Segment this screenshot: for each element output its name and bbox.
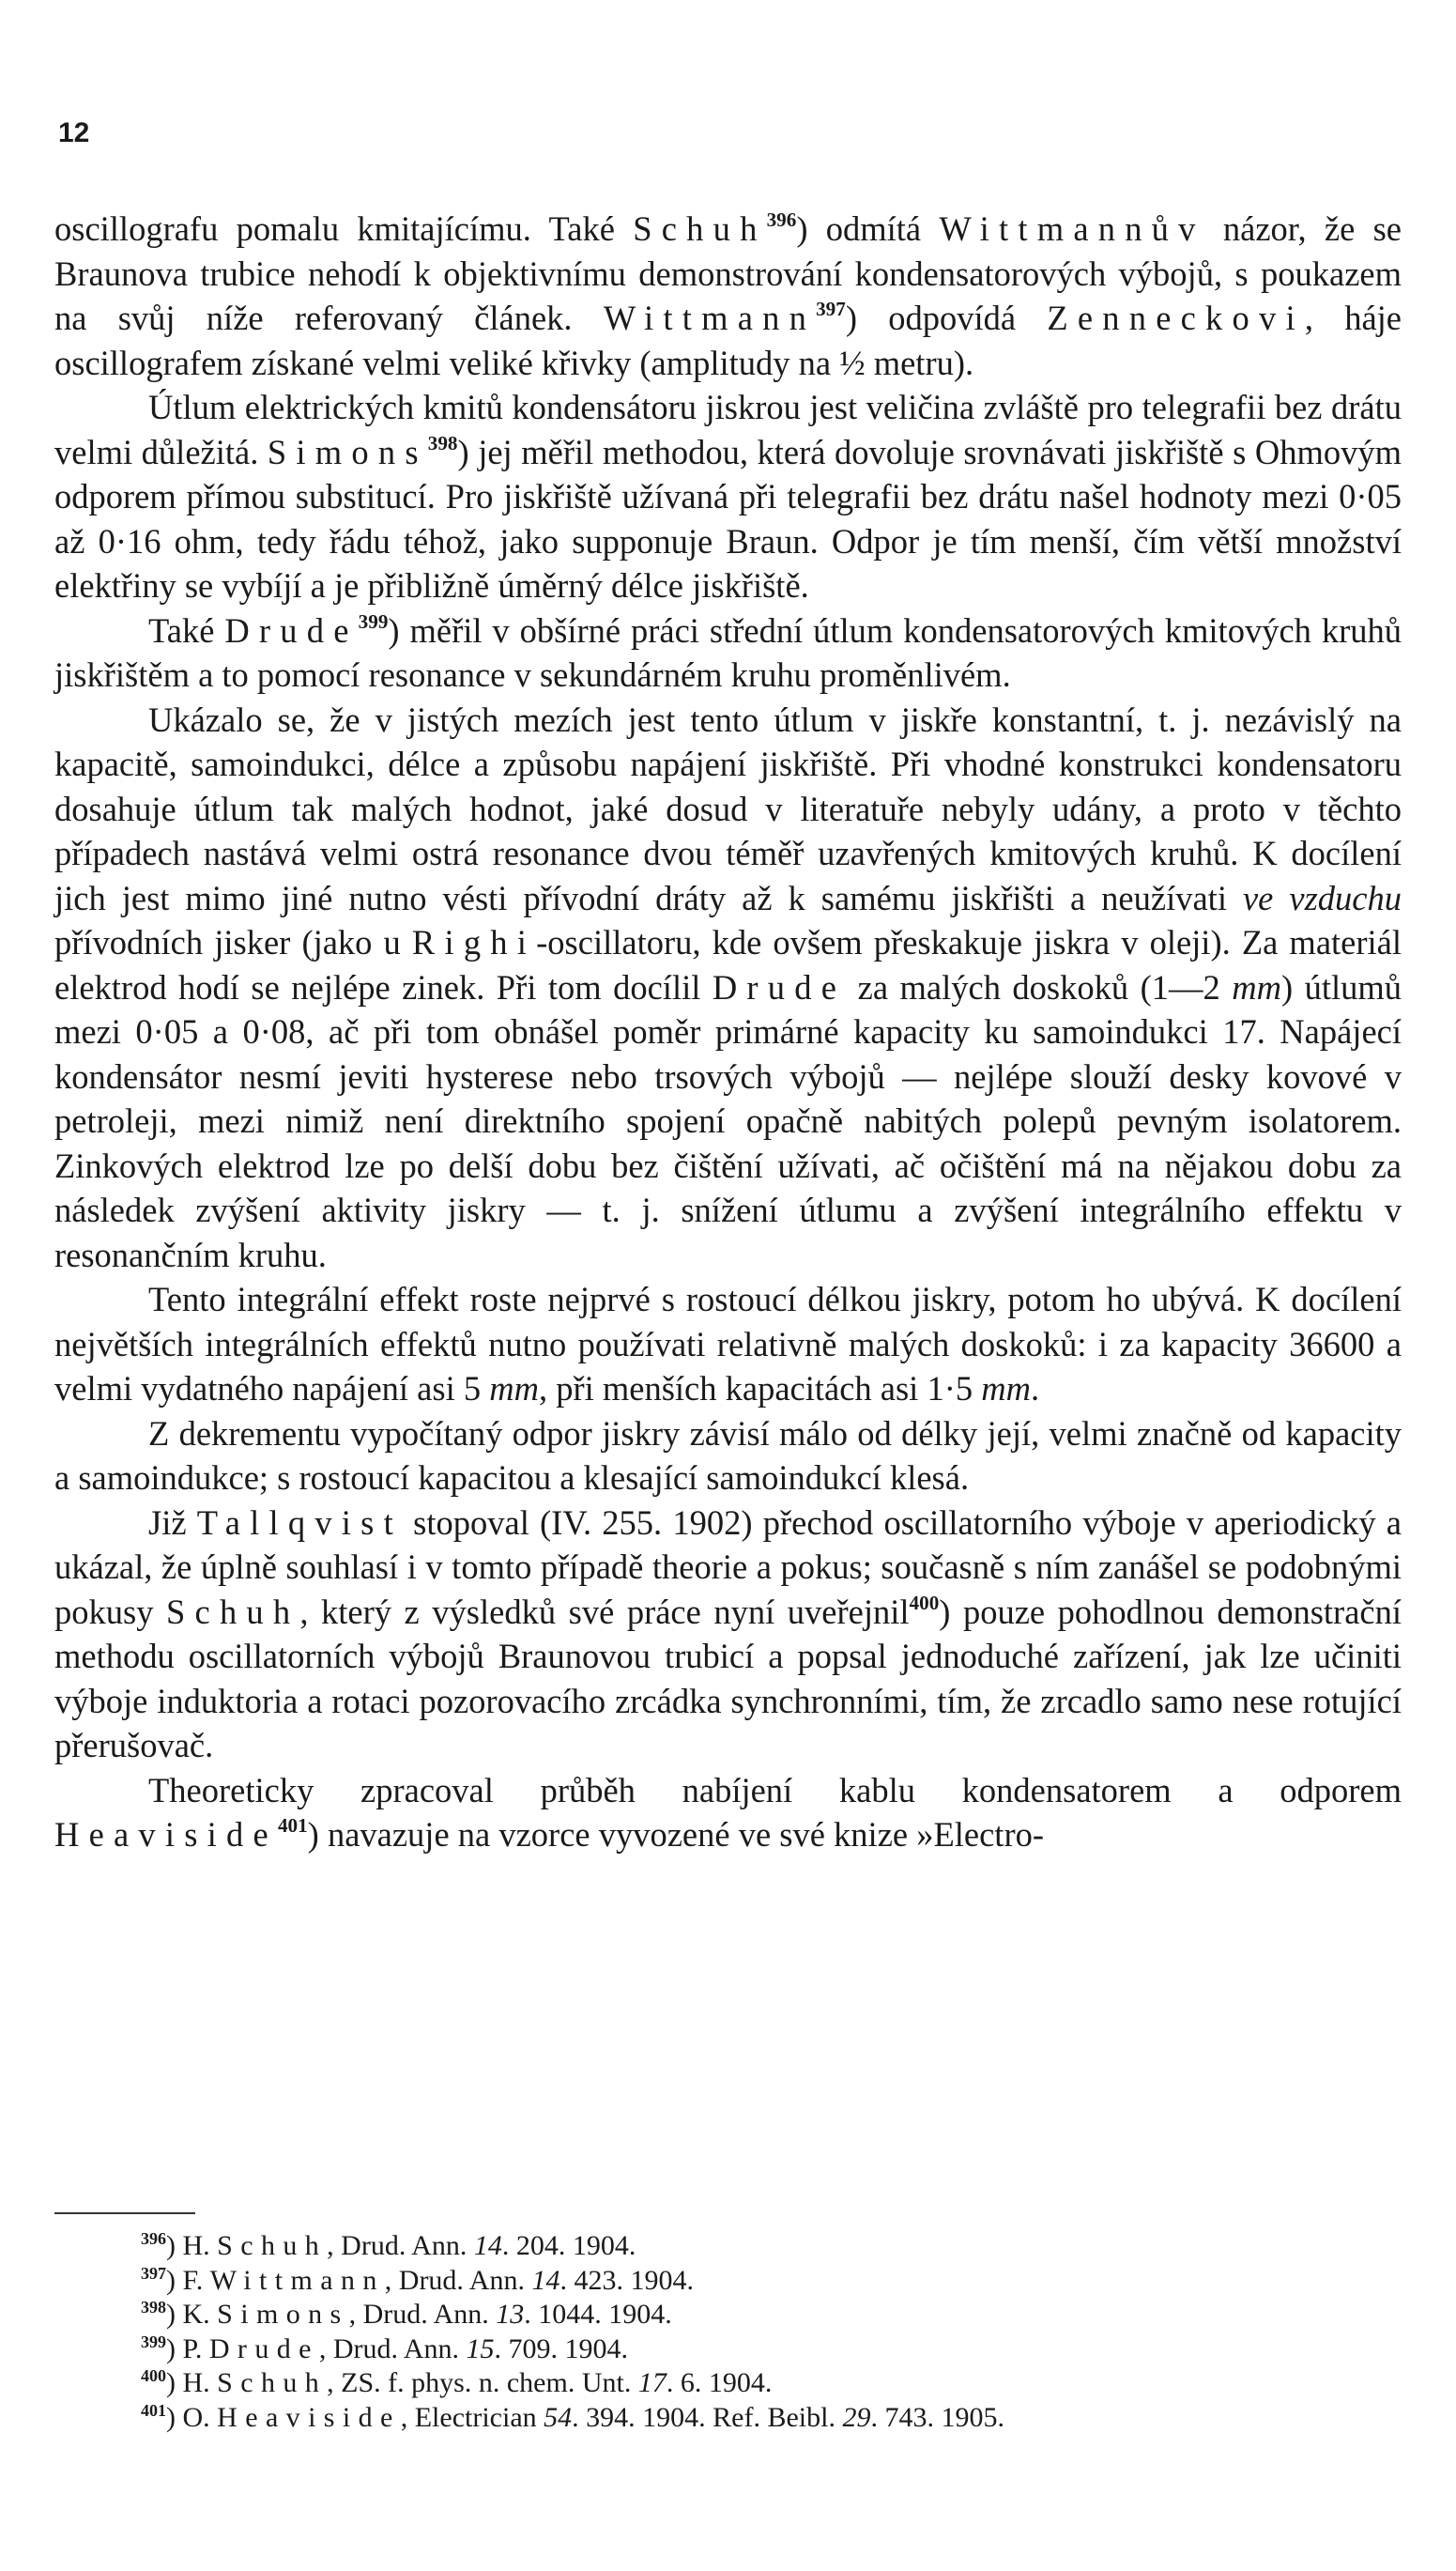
footnote-paren: ) — [166, 2264, 183, 2296]
footnote-number: 396 — [141, 2229, 166, 2249]
text-run: , Electrician — [400, 2401, 544, 2433]
text-run: přívodních jisker (jako u — [54, 923, 412, 962]
page-number: 12 — [58, 117, 90, 148]
footnote-ref[interactable]: 401 — [277, 1814, 308, 1838]
italic-text: mm — [981, 1369, 1031, 1408]
footnote-number: 398 — [141, 2298, 166, 2317]
italic-text: 54 — [544, 2401, 573, 2433]
text-run: H. — [182, 2367, 218, 2398]
footnote — [141, 2264, 1361, 2299]
author-name: Wittmann — [603, 299, 817, 337]
text-run: . 1044. 1904. — [524, 2299, 672, 2330]
text-run: stopoval (IV. 255. 1902) přechod oscillatorního výboje v aperiodický a ukázal, že úplně souhlasí i v tomto případě theorie a pokus; současně s ním zanášel se podobnými pokusy — [54, 1502, 1402, 1631]
author-name: Righi — [411, 923, 537, 962]
author-name: Drude — [712, 967, 847, 1007]
footnote-ref[interactable]: 399 — [358, 609, 389, 633]
author-name: Schuh — [166, 1592, 300, 1631]
author-name: Wittmann — [209, 2264, 385, 2296]
footnote-ref[interactable]: 397 — [816, 298, 846, 321]
text-run: Již — [148, 1502, 197, 1542]
author-name: Heaviside — [217, 2401, 401, 2433]
paragraph — [54, 608, 1402, 698]
paragraph — [54, 1277, 1402, 1411]
paragraph — [54, 385, 1402, 608]
text-run: , Drud. Ann. — [318, 2332, 467, 2364]
text-run: Tento integrální effekt roste nejprvé s rostoucí délkou jiskry, potom ho ubývá. K docílení největších integrálních effektů nutno používati relativně malých doskoků: i za kapacity 36600 a velmi vydatného napájení asi 5 — [54, 1280, 1402, 1408]
text-run: , Drud. Ann. — [348, 2299, 497, 2330]
footnote-paren: ) — [166, 2332, 183, 2364]
footnote — [141, 2298, 1361, 2332]
italic-text: mm — [489, 1369, 539, 1408]
text-run: ) navazuje na vzorce vyvozené ve své knize »Electro- — [307, 1815, 1045, 1854]
text-run: . 423. 1904. — [559, 2264, 694, 2296]
text-run: F. — [182, 2264, 210, 2296]
text-run: ) útlumů mezi 0·05 a 0·08, ač při tom obnášel poměr primárné kapacity ku samoindukci 17. Napájecí kondensátor nesmí jeviti hysterese nebo trsových výbojů — nejlépe slouží desky kovové v petroleji, mezi nimiž není direktního spojení opačně nabitých polepů pevným isolatorem. Zinkových elektrod lze po delší dobu bez čištění užívati, ač očištění má na nějakou dobu za následek zvýšení aktivity jiskry — t. j. snížení útlumu a zvýšení integrálního effektu v resonančním kruhu. — [54, 967, 1402, 1274]
paragraph — [54, 1411, 1402, 1501]
author-name: Simons — [217, 2299, 349, 2330]
text-run: . 709. 1904. — [494, 2332, 629, 2364]
footnote-ref[interactable]: 398 — [427, 431, 458, 454]
footnote-ref[interactable]: 400 — [909, 1591, 940, 1614]
footnote-paren: ) — [166, 2367, 183, 2398]
text-run: . 6. 1904. — [666, 2367, 773, 2398]
author-name: Drude — [224, 610, 359, 650]
paragraph — [54, 207, 1402, 385]
footnote-number: 397 — [141, 2263, 166, 2283]
text-run: . 204. 1904. — [501, 2230, 636, 2261]
footnote-separator — [54, 2212, 195, 2214]
text-run: Útlum elektrických kmitů kondensátoru jiskrou jest veličina zvláště pro telegrafii bez drátu velmi důležitá. — [54, 388, 1402, 471]
footnote — [141, 2401, 1361, 2436]
text-run: Z dekrementu vypočítaný odpor jiskry závisí málo od délky její, velmi značně od kapacity a samoindukce; s rostoucí kapacitou a klesající samoindukcí klesá. — [54, 1413, 1402, 1497]
author-name: Heaviside — [54, 1815, 278, 1854]
text-run: . — [1030, 1369, 1040, 1408]
text-run: ) jej měřil methodou, která dovoluje srovnávati jiskřiště s Ohmovým odporem přímou substitucí. Pro jiskřiště užívaná při telegrafii bez drátu našel hodnoty mezi 0·05 až 0·16 ohm, tedy řádu téhož, jako supponuje Braun. Odpor je tím menší, čím větší množství elektřiny se vybíjí a je přibližně úměrný délce jiskřiště. — [54, 432, 1402, 605]
footnote-number: 400 — [141, 2366, 166, 2386]
text-run: , který z výsledků své práce nyní uveřejnil — [299, 1592, 910, 1631]
author-name: Wittmannův — [939, 209, 1205, 248]
footnote — [141, 2332, 1361, 2367]
text-run: ) odpovídá — [845, 299, 1048, 337]
text-run: P. — [182, 2332, 209, 2364]
text-run: , háje oscillografem získané velmi veliké křivky (amplitudy na ½ metru). — [54, 299, 1402, 382]
text-run: ) odmítá — [796, 209, 940, 248]
author-name: Zenneckovi — [1047, 299, 1305, 337]
author-name: Simons — [267, 432, 428, 471]
author-name: Schuh — [217, 2367, 328, 2398]
text-run: Ukázalo se, že v jistých mezích jest tento útlum v jiskře konstantní, t. j. nezávislý na kapacitě, samoindukci, délce a způsobu napájení jiskřiště. Při vhodné konstrukci kondensatoru dosahuje útlum tak malých hodnot, jaké dosud v literatuře nebyly udány, a proto v těchto případech nastává velmi ostrá resonance dvou téměř uzavřených kmitových kruhů. K docílení jich jest mimo jiné nutno vésti přívodní dráty až k samému jiskřišti a neužívati — [54, 700, 1402, 917]
text-run: Theoreticky zpracoval průběh nabíjení kablu kondensatorem a odporem — [148, 1770, 1402, 1809]
footnote — [141, 2229, 1361, 2264]
italic-text: 17 — [637, 2367, 667, 2398]
paragraph — [54, 1768, 1402, 1857]
footnote — [141, 2366, 1361, 2401]
footnote-paren: ) — [166, 2230, 183, 2261]
footnotes — [141, 2229, 1361, 2435]
text-run: O. — [182, 2401, 218, 2433]
text-run: ) měřil v obšírné práci střední útlum kondensatorových kmitových kruhů jiskřištěm a to pomocí resonance v sekundárném kruhu proměnlivém. — [54, 610, 1402, 694]
paragraph — [54, 698, 1402, 1278]
text-run: Také — [148, 610, 225, 650]
footnote-paren: ) — [166, 2401, 183, 2433]
italic-text: 14 — [473, 2230, 502, 2261]
paragraph — [54, 1501, 1402, 1768]
text-run: K. — [182, 2299, 218, 2330]
italic-text: 14 — [531, 2264, 560, 2296]
footnote-number: 401 — [141, 2400, 166, 2420]
text-run: oscillografu pomalu kmitajícímu. Také — [54, 209, 634, 248]
author-name: Schuh — [633, 209, 767, 248]
author-name: Tallqvist — [196, 1502, 403, 1542]
text-run: , při menších kapacitách asi 1·5 — [538, 1369, 982, 1408]
author-name: Schuh — [217, 2230, 328, 2261]
italic-text: 15 — [466, 2332, 495, 2364]
text-run: . 743. 1905. — [870, 2401, 1004, 2433]
italic-text: 13 — [496, 2299, 525, 2330]
footnote-number: 399 — [141, 2332, 166, 2351]
text-run: . 394. 1904. Ref. Beibl. — [572, 2401, 843, 2433]
text-run: názor, že se Braunova trubice nehodí k objektivnímu demonstrování kondensatorových výbojů, s poukazem na svůj níže referovaný článek. — [54, 209, 1402, 337]
footnote-paren: ) — [166, 2299, 183, 2330]
footnote-ref[interactable]: 396 — [766, 208, 797, 232]
text-run: , Drud. Ann. — [384, 2264, 532, 2296]
body-text — [54, 207, 1402, 1857]
italic-text: mm — [1232, 967, 1281, 1007]
text-run: , Drud. Ann. — [327, 2230, 474, 2261]
text-run: H. — [182, 2230, 218, 2261]
text-run: , ZS. f. phys. n. chem. Unt. — [327, 2367, 638, 2398]
text-run: za malých doskoků (1—2 — [846, 967, 1233, 1007]
italic-text: ve vzduchu — [1242, 878, 1402, 917]
italic-text: 29 — [842, 2401, 871, 2433]
text-run: -oscillatoru, kde ovšem přeskakuje jiskra v oleji). Za materiál elektrod hodí se nejlépe zinek. Při tom docílil — [54, 923, 1402, 1007]
text-run: ) pouze pohodlnou demonstrační methodu oscillatorních výbojů Braunovou trubicí a popsal jednoduché zařízení, jak lze učiniti výboje induktoria a rotaci pozorovacího zrcádka synchronními, tím, že zrcadlo samo nese rotující přerušovač. — [54, 1592, 1402, 1764]
author-name: Drude — [208, 2332, 319, 2364]
